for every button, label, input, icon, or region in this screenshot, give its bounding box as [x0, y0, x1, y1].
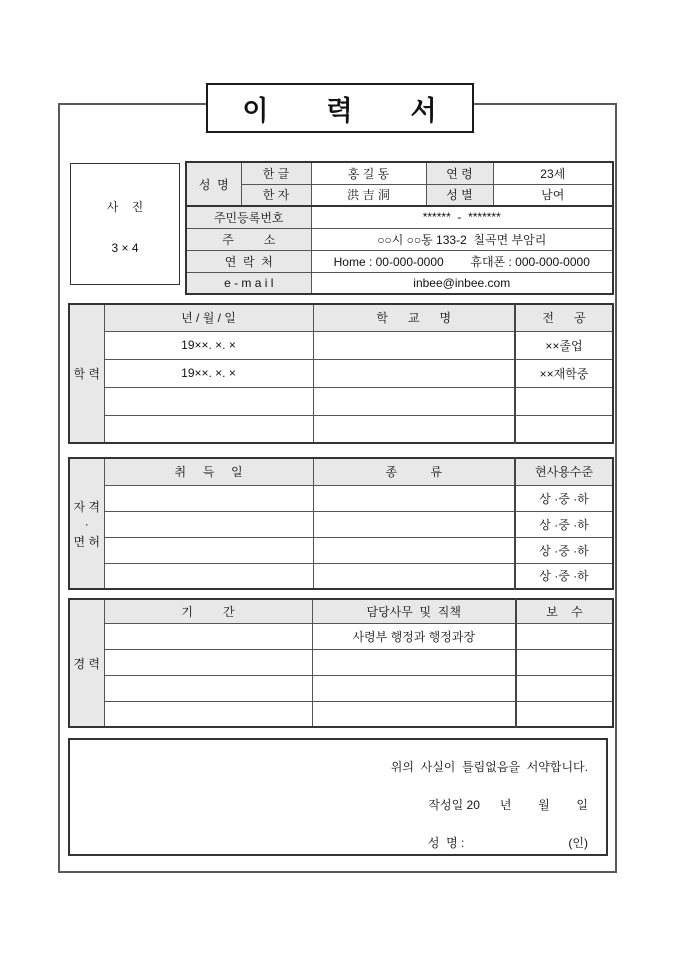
career-period-cell [104, 701, 312, 727]
license-header-level: 현사용수준 [515, 458, 613, 485]
education-date-cell [104, 387, 313, 415]
license-header-date: 취 득 일 [104, 458, 313, 485]
license-level-cell: 상 ·중 ·하 [515, 563, 613, 589]
name-hanja-value: 洪 吉 洞 [311, 184, 426, 206]
license-section-label [69, 458, 104, 589]
resident-number-value: ****** - ******* [311, 206, 613, 228]
education-school-cell [313, 415, 515, 443]
education-table [68, 303, 614, 444]
education-school-cell [313, 331, 515, 359]
license-type-cell [313, 563, 515, 589]
license-label-line1: 자 격 [73, 499, 101, 514]
education-row [69, 387, 613, 415]
license-label-line2: 면 허 [73, 534, 101, 549]
name-hangul-value: 홍 길 동 [311, 162, 426, 184]
license-row [69, 563, 613, 589]
education-row [69, 359, 613, 387]
education-major-cell: ××졸업 [515, 331, 613, 359]
education-major-cell: ××재학중 [515, 359, 613, 387]
email-label: e - m a i l [186, 272, 311, 294]
license-date-cell [104, 537, 313, 563]
age-label: 연 령 [426, 162, 493, 184]
license-label-dot: · [84, 516, 89, 531]
gender-label: 성 별 [426, 184, 493, 206]
resident-number-label: 주민등록번호 [186, 206, 311, 228]
career-period-cell [104, 675, 312, 701]
education-major-cell [515, 415, 613, 443]
license-row [69, 537, 613, 563]
resume-title: 이 력 서 [242, 95, 438, 126]
education-date-cell [104, 415, 313, 443]
contact-value: Home : 00-000-0000 휴대폰 : 000-000-0000 [311, 250, 613, 272]
license-header-type: 종 류 [313, 458, 515, 485]
license-level-cell: 상 ·중 ·하 [515, 485, 613, 511]
education-section-label: 학 력 [69, 304, 104, 443]
resume-title-box [206, 83, 474, 133]
education-date-cell: 19××. ×. × [104, 359, 313, 387]
career-period-cell [104, 649, 312, 675]
career-row [69, 623, 613, 649]
education-header-date: 년 / 월 / 일 [104, 304, 313, 331]
career-table [68, 598, 614, 728]
education-row [69, 331, 613, 359]
career-period-cell [104, 623, 312, 649]
career-duty-cell: 사령부 행정과 행정과장 [312, 623, 516, 649]
career-pay-cell [516, 649, 613, 675]
career-duty-cell [312, 675, 516, 701]
address-label: 주 소 [186, 228, 311, 250]
career-pay-cell [516, 623, 613, 649]
career-row [69, 675, 613, 701]
declaration-signature-line [428, 834, 588, 851]
license-type-cell [313, 485, 515, 511]
education-school-cell [313, 359, 515, 387]
photo-box [70, 163, 180, 285]
career-header-period: 기 간 [104, 599, 312, 623]
address-value: ○○시 ○○동 133-2 칠곡면 부암리 [311, 228, 613, 250]
declaration-box [68, 738, 608, 856]
license-row [69, 511, 613, 537]
hangul-label: 한 글 [241, 162, 311, 184]
age-value: 23세 [493, 162, 613, 184]
career-duty-cell [312, 649, 516, 675]
career-row [69, 649, 613, 675]
career-pay-cell [516, 701, 613, 727]
license-table [68, 457, 614, 590]
personal-info-table [185, 161, 614, 295]
declaration-date-line: 작성일 20 년 월 일 [428, 798, 588, 812]
education-major-cell [515, 387, 613, 415]
license-date-cell [104, 563, 313, 589]
education-school-cell [313, 387, 515, 415]
career-section-label: 경 력 [69, 599, 104, 727]
signature-name-label: 성 명 : [427, 836, 465, 850]
seal-label: (인) [568, 836, 588, 850]
hanja-label: 한 자 [241, 184, 311, 206]
photo-label: 사 진 [106, 200, 144, 214]
license-level-cell: 상 ·중 ·하 [515, 511, 613, 537]
license-row [69, 485, 613, 511]
email-value: inbee@inbee.com [311, 272, 613, 294]
education-row [69, 415, 613, 443]
name-label: 성 명 [186, 162, 241, 206]
education-date-cell: 19××. ×. × [104, 331, 313, 359]
career-duty-cell [312, 701, 516, 727]
career-pay-cell [516, 675, 613, 701]
license-type-cell [313, 537, 515, 563]
declaration-oath-text: 위의 사실이 틀림없음을 서약합니다. [390, 760, 588, 774]
license-date-cell [104, 485, 313, 511]
license-type-cell [313, 511, 515, 537]
license-date-cell [104, 511, 313, 537]
career-row [69, 701, 613, 727]
career-header-pay: 보 수 [516, 599, 613, 623]
gender-value: 남여 [493, 184, 613, 206]
license-level-cell: 상 ·중 ·하 [515, 537, 613, 563]
education-header-major: 전 공 [515, 304, 613, 331]
contact-label: 연 락 처 [186, 250, 311, 272]
photo-size-label: 3 × 4 [111, 241, 139, 255]
education-header-school: 학 교 명 [313, 304, 515, 331]
career-header-duty: 담당사무 및 직책 [312, 599, 516, 623]
